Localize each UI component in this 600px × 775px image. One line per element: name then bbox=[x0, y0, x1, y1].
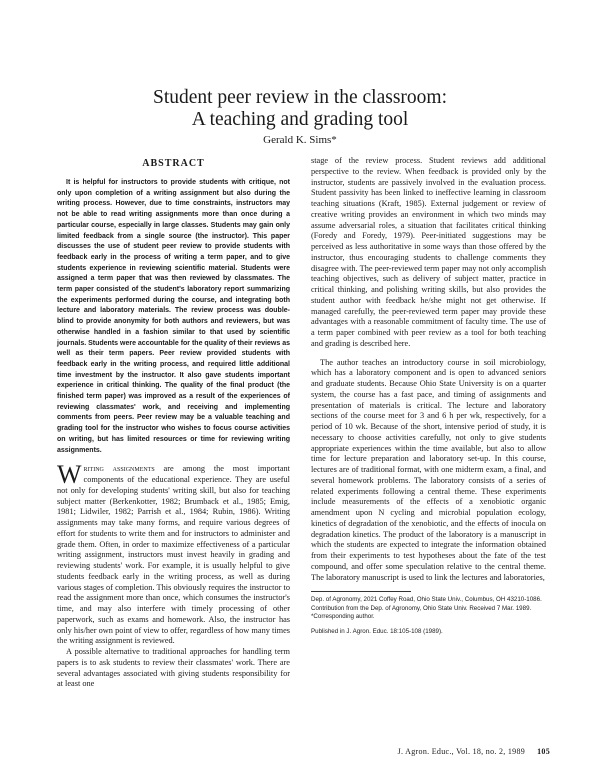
lead-in: riting assignments bbox=[83, 464, 155, 474]
page-number: 105 bbox=[537, 747, 550, 756]
author-name: Gerald K. Sims* bbox=[263, 134, 337, 146]
footnote-rule bbox=[311, 591, 411, 592]
left-column bbox=[57, 155, 290, 690]
abstract-heading: ABSTRACT bbox=[142, 158, 205, 169]
title-line-1: Student peer review in the classroom: bbox=[152, 87, 448, 108]
paragraph-2: A possible alternative to traditional approaches for handling term papers is to ask students to review their classmates' work. There are several advantages associated with giving students responsibility for at least one bbox=[57, 647, 290, 689]
intro-text: are among the most important components of the educational experience. They are useful not only for developing students' writing skill, but also for teaching subject matter (Berkenkotter, 1982; Brumback et al., 1985; Emig, 1981; Lidwiler, 1982; Parrish et al., 1984; Rubin, 1986). Writing assignments may take many forms, and require various degrees of effort for students to write them and for instructors to administer and grade them. Often, in order to maximize effectiveness of a particular writing assignment, instructors must invest heavily in grading and reviewing students' work. For example, it is usually helpful to give students feedback early in the writing process, as well as during various stages of completion. This obviously requires the instructor to read the assignment more than once, which consumes the instructor's time, and may also interfere with timely processing of other paperwork, such as exams and homework. Also, the instructor has only his/her own point of view to offer, regardless of how many times the writing assignment is reviewed. bbox=[57, 464, 290, 646]
drop-cap: W bbox=[57, 460, 82, 490]
article-title bbox=[0, 87, 600, 131]
footnote-published: Published in J. Agron. Educ. 18:105-108 (1989). bbox=[311, 628, 443, 636]
journal-footer bbox=[398, 747, 550, 756]
title-line-2: A teaching and grading tool bbox=[191, 109, 409, 130]
footnote-affiliation: Dep. of Agronomy, 2021 Coffey Road, Ohio State Univ., Columbus, OH 43210-1086. Contribution from the Dep. of Agronomy, Ohio State Univ. Received 7 Mar. 1989. *Corresponding author. bbox=[311, 596, 542, 621]
intro-paragraph bbox=[57, 460, 290, 647]
abstract-text: It is helpful for instructors to provide students with critique, not only upon completion of a writing assignment but also during the writing process. However, due to time constraints, instructors may not be able to read writing assignments more than once during a particular course, especially in large classes. Students may gain only limited feedback from a single source (the instructor). This paper discusses the use of student peer review to provide students with feedback early in the process of writing a term paper, and to give students experience in reviewing scientific material. Students were assigned a term paper that was then reviewed by classmates. The term paper consisted of the student's laboratory report summarizing the experiments performed during the course, and integrating both lecture and laboratory materials. The review process was double-blind to provide anonymity for both authors and reviewers, but was otherwise handled in a fashion similar to that used by scientific journals. Students were accountable for the quality of their reviews as well as their term papers. Peer review provided students with feedback early in the writing process, and required little additional time investment by the instructor. It also gave students important experience in critical thinking. The quality of the final product (the finished term paper) was improved as a result of the experiences of reviewing classmates' work, and receiving and implementing comments from peers. Peer review may be a valuable teaching and grading tool for the instructor who wishes to focus course activities on writing, but has limited resources or time for reviewing writing assignments. bbox=[57, 179, 291, 454]
paragraph-3: stage of the review process. Student reviews add additional perspective to the review. When feedback is provided only by the instructor, students are passively involved in the evaluation process. Student passivity has been linked to ineffective learning in classroom teaching situations (Kraft, 1985). External judgement or review of creative writing provides an environment in which two minds may assume adversarial roles, a situation that facilitates critical thinking (Foredy and Foredy, 1979). Peer-initiated suggestions may be perceived as less authoritative in some ways than those offered by the instructor, thus encouraging students to challenge comments they disagree with. The peer-reviewed term paper may not only accomplish teaching objectives, such as delivery of subject matter, practice in critical thinking, and polishing writing skills, but also provides the student author with feedback he/she might not get otherwise. If managed carefully, the peer-reviewed term paper may provide these advantages with a reasonable commitment of faculty time. The use of a term paper combined with peer review as a tool for both teaching and grading is described here. bbox=[311, 156, 546, 348]
paragraph-4: The author teaches an introductory course in soil microbiology, which has a laboratory component and is open to advanced seniors and graduate students. Because Ohio State University is on a quarter system, the course has a fast pace, and timing of assignments and presentation of materials is critical. The lecture and laboratory sections of the course meet for 3 and 6 h per wk, respectively, for a period of 10 wk. Because of the short, intensive period of study, it is necessary to choose activities carefully, not only to give students appropriate experiences within the time available, but also to allow time for lecture preparation and laboratory set-up. In this course, lectures are of traditional format, with one midterm exam, a final, and several homework problems. The laboratory consists of a series of related experiments following a central theme. These experiments include measurements of the effects of a xenobiotic organic amendment upon N cycling and microbial population ecology, kinetics of degradation of the xenobiotic, and the effects of inocula on degradation kinetics. The product of the laboratory is a manuscript in which the students are expected to integrate the information obtained from their experiments to test hypotheses about the fate of the test compound, and offer some speculation relative to the central theme. The laboratory manuscript is used to link the lectures and laboratories, bbox=[311, 357, 546, 582]
journal-citation: J. Agron. Educ., Vol. 18, no. 2, 1989 bbox=[397, 747, 526, 756]
right-column bbox=[311, 156, 546, 637]
